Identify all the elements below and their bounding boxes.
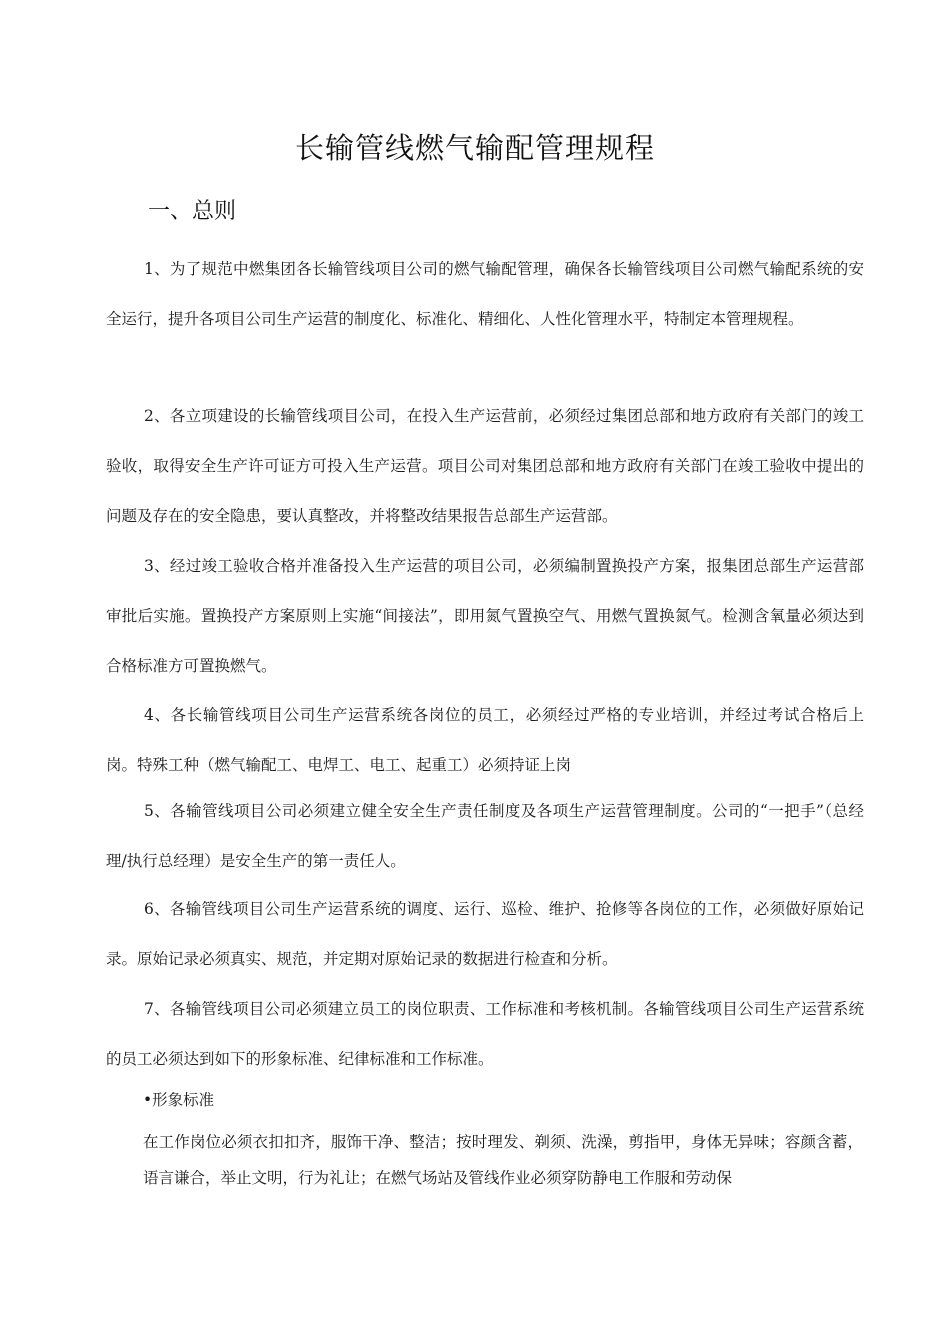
bullet-body-image-standard: 在工作岗位必须衣扣扣齐，服饰干净、整洁；按时理发、剃须、洗澡，剪指甲，身体无异味；容颜含蓄，语言谦合，举止文明，行为礼让；在燃气场站及管线作业必须穿防静电工作服和劳动保	[143, 1133, 863, 1187]
paragraph-2: 2、各立项建设的长输管线项目公司，在投入生产运营前，必须经过集团总部和地方政府有关部门的竣工验收，取得安全生产许可证方可投入生产运营。项目公司对集团总部和地方政府有关部门在竣工验收中提出的问题及存在的安全隐患，要认真整改，并将整改结果报告总部生产运营部。	[106, 407, 864, 525]
paragraph-7: 7、各输管线项目公司必须建立员工的岗位职责、工作标准和考核机制。各输管线项目公司生产运营系统的员工必须达到如下的形象标准、纪律标准和工作标准。	[106, 1000, 864, 1068]
section-heading-general: 一、总则	[148, 199, 237, 224]
paragraph-5: 5、各输管线项目公司必须建立健全安全生产责任制度及各项生产运营管理制度。公司的“一把手”（总经理/执行总经理）是安全生产的第一责任人。	[106, 802, 864, 870]
paragraph-6: 6、各输管线项目公司生产运营系统的调度、运行、巡检、维护、抢修等各岗位的工作，必须做好原始记录。原始记录必须真实、规范，并定期对原始记录的数据进行检查和分析。	[106, 900, 864, 968]
paragraph-4: 4、各长输管线项目公司生产运营系统各岗位的员工，必须经过严格的专业培训，并经过考试合格后上岗。特殊工种（燃气输配工、电焊工、电工、起重工）必须持证上岗	[106, 706, 864, 774]
paragraph-3: 3、经过竣工验收合格并准备投入生产运营的项目公司，必须编制置换投产方案，报集团总部生产运营部审批后实施。置换投产方案原则上实施“间接法”，即用氮气置换空气、用燃气置换氮气。检测含氧量必须达到合格标准方可置换燃气。	[106, 557, 864, 675]
paragraph-1: 1、为了规范中燃集团各长输管线项目公司的燃气输配管理，确保各长输管线项目公司燃气输配系统的安全运行，提升各项目公司生产运营的制度化、标准化、精细化、人性化管理水平，特制定本管理规程。	[106, 260, 864, 328]
document-title: 长输管线燃气输配管理规程	[294, 131, 655, 165]
bullet-heading-image-standard: •形象标准	[143, 1091, 215, 1109]
